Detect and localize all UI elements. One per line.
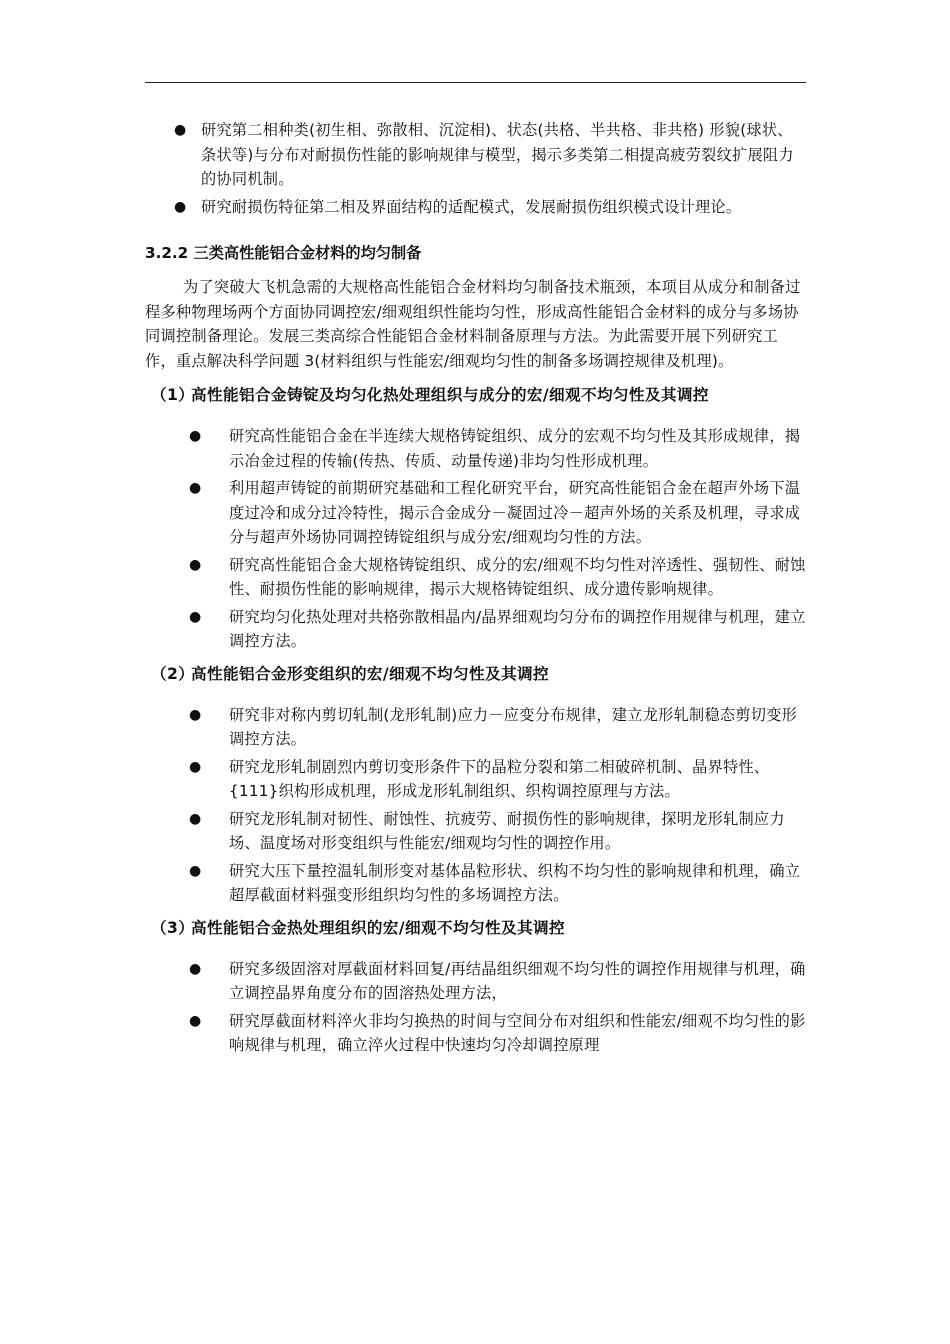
subsection-number: （3） <box>151 918 195 937</box>
list-item <box>145 957 808 1006</box>
bullet-icon: ● <box>189 480 202 497</box>
subsection-title: 高性能铝合金形变组织的宏/细观不均匀性及其调控 <box>191 664 549 683</box>
bullet-icon: ● <box>189 1012 202 1029</box>
subsection-number: （2） <box>151 664 195 683</box>
document-body <box>145 118 808 1061</box>
bullet-icon: ● <box>189 706 202 723</box>
list-item-text: 研究耐损伤特征第二相及界面结构的适配模式，发展耐损伤组织模式设计理论。 <box>201 197 742 216</box>
bullet-icon: ● <box>189 758 202 775</box>
list-item-text: 研究龙形轧制剧烈内剪切变形条件下的晶粒分裂和第二相破碎机制、晶界特性、{111}织构形成机理，形成龙形轧制组织、织构调控原理与方法。 <box>229 757 770 801</box>
list-item-text: 研究高性能铝合金在半连续大规格铸锭组织、成分的宏观不均匀性及其形成规律，揭示冶金过程的传输(传热、传质、动量传递)非均匀性形成机理。 <box>229 427 801 470</box>
list-item <box>145 195 808 220</box>
list-item <box>145 476 808 550</box>
list-item <box>145 424 808 473</box>
bullet-icon: ● <box>174 122 187 138</box>
list-item <box>145 605 808 654</box>
list-item-text: 利用超声铸锭的前期研究基础和工程化研究平台，研究高性能铝合金在超声外场下温度过冷和成分过冷特性，揭示合金成分－凝固过冷－超声外场的关系及机理，寻求成分与超声外场协同调控铸锭组织与成分宏/细观均匀性的方法。 <box>229 479 801 547</box>
bullet-icon: ● <box>189 556 202 573</box>
list-item <box>145 118 808 192</box>
section-title: 3.2.2 三类高性能铝合金材料的均匀制备 <box>145 244 422 262</box>
list-item-text: 研究高性能铝合金大规格铸锭组织、成分的宏/细观不均匀性对淬透性、强韧性、耐蚀性、耐损伤性能的影响规律，揭示大规格铸锭组织、成分遗传影响规律。 <box>229 555 806 599</box>
subsection-heading <box>145 662 808 687</box>
list-item-text: 研究均匀化热处理对共格弥散相晶内/晶界细观均匀分布的调控作用规律与机理，建立调控方法。 <box>229 607 806 651</box>
list-item-text: 研究非对称内剪切轧制(龙形轧制)应力－应变分布规律，建立龙形轧制稳态剪切变形调控方法。 <box>229 705 798 749</box>
list-item <box>145 703 808 752</box>
list-item-text: 研究第二相种类(初生相、弥散相、沉淀相)、状态(共格、半共格、非共格) 形貌(球状、条状等)与分布对耐损伤性能的影响规律与模型，揭示多类第二相提高疲劳裂纹扩展阻力的协同机制。 <box>201 121 794 188</box>
bullet-icon: ● <box>174 198 187 215</box>
list-item-text: 研究多级固溶对厚截面材料回复/再结晶组织细观不均匀性的调控作用规律与机理，确立调控晶界角度分布的固溶热处理方法， <box>229 959 806 1003</box>
subsection-heading <box>145 383 808 408</box>
subsection-title: 高性能铝合金热处理组织的宏/细观不均匀性及其调控 <box>191 918 565 937</box>
bullet-icon: ● <box>189 810 202 827</box>
header-rule <box>145 82 806 83</box>
list-item <box>145 1009 808 1058</box>
list-item <box>145 755 808 804</box>
bullet-icon: ● <box>189 862 202 879</box>
list-item <box>145 859 808 908</box>
bullet-icon: ● <box>189 960 202 977</box>
bullet-icon: ● <box>189 428 202 445</box>
list-item-text: 研究厚截面材料淬火非均匀换热的时间与空间分布对组织和性能宏/细观不均匀性的影响规律与机理，确立淬火过程中快速均匀冷却调控原理 <box>229 1011 806 1055</box>
subsection-heading <box>145 916 808 941</box>
list-item <box>145 553 808 602</box>
section-paragraph: 为了突破大飞机急需的大规格高性能铝合金材料均匀制备技术瓶颈，本项目从成分和制备过程多种物理场两个方面协同调控宏/细观组织性能均匀性，形成高性能铝合金材料的成分与多场协同调控制备理论。发展三类高综合性能铝合金材料制备原理与方法。为此需要开展下列研究工作，重点解决科学问题 3(材料组织与性能宏/细观均匀性的制备多场调控规律及机理)。 <box>145 278 801 370</box>
list-item-text: 研究大压下量控温轧制形变对基体晶粒形状、织构不均匀性的影响规律和机理，确立超厚截面材料强变形组织均匀性的多场调控方法。 <box>229 861 801 905</box>
list-item <box>145 807 808 856</box>
bullet-icon: ● <box>189 608 202 625</box>
subsection-number: （1） <box>151 386 195 405</box>
list-item-text: 研究龙形轧制对韧性、耐蚀性、抗疲劳、耐损伤性的影响规律，探明龙形轧制应力场、温度场对形变组织与性能宏/细观均匀性的调控作用。 <box>229 809 785 853</box>
subsection-title: 高性能铝合金铸锭及均匀化热处理组织与成分的宏/细观不均匀性及其调控 <box>191 386 709 405</box>
